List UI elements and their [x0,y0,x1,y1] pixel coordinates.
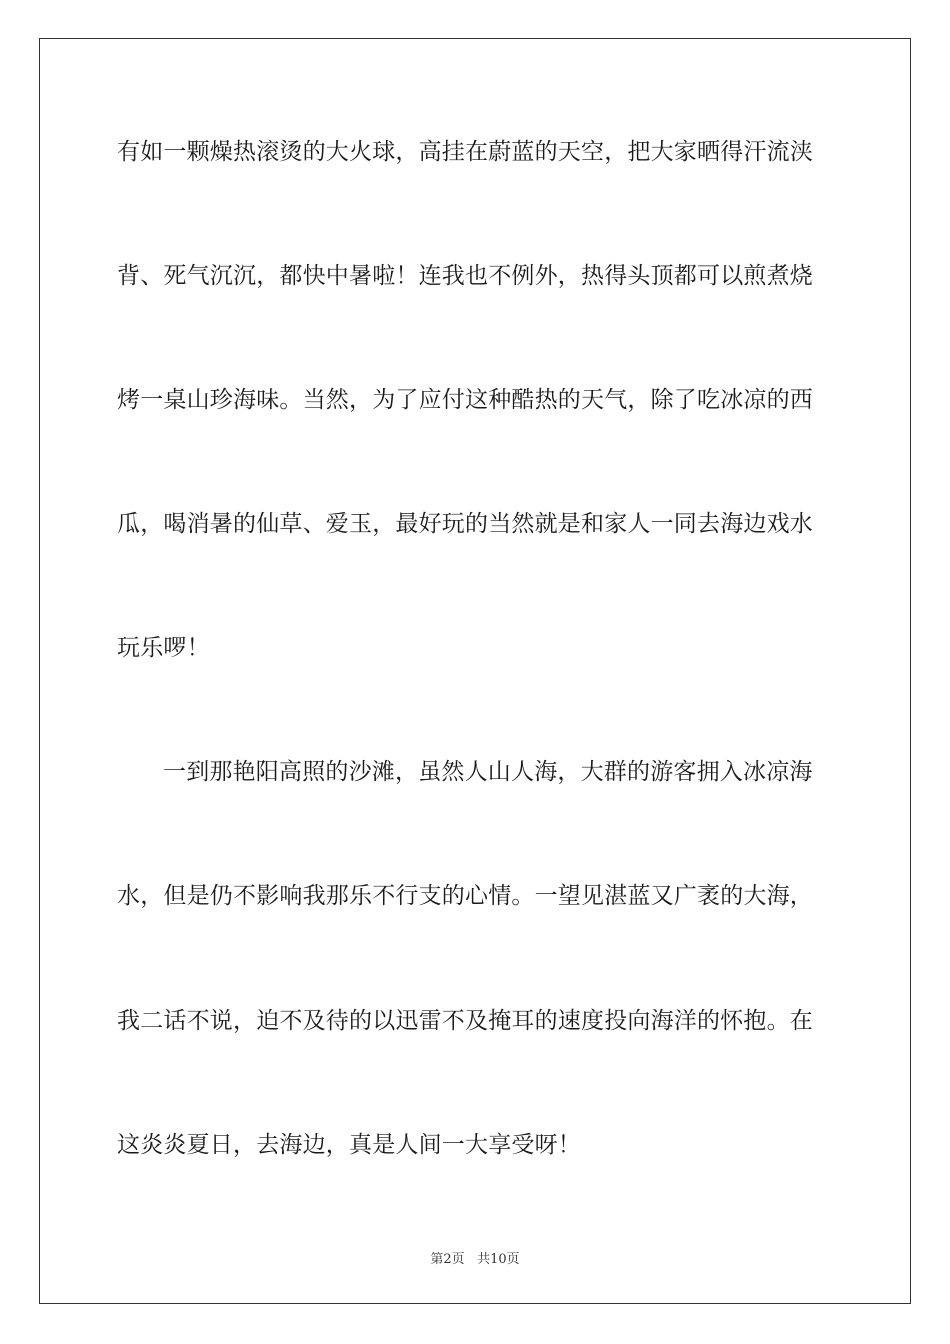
text-line: 我二话不说，迫不及待的以迅雷不及掩耳的速度投向海洋的怀抱。在 [117,1008,813,1034]
page-number: 第2页 [430,1252,465,1267]
text-line: 瓜，喝消暑的仙草、爱玉，最好玩的当然就是和家人一同去海边戏水 [117,511,813,537]
text-line: 一到那艳阳高照的沙滩，虽然人山人海，大群的游客拥入冰凉海 [163,759,813,785]
text-line: 背、死气沉沉，都快中暑啦！连我也不例外，热得头顶都可以煎煮烧 [117,263,813,289]
text-line: 有如一颗燥热滚烫的大火球，高挂在蔚蓝的天空，把大家晒得汗流浃 [117,139,813,165]
page-border [39,38,911,1304]
text-line: 烤一桌山珍海味。当然，为了应付这种酷热的天气，除了吃冰凉的西 [117,387,813,413]
page-footer [0,1248,950,1267]
text-line: 这炎炎夏日，去海边，真是人间一大享受呀！ [117,1132,581,1158]
page-total: 共10页 [477,1252,520,1267]
text-line: 水，但是仍不影响我那乐不行支的心情。一望见湛蓝又广袤的大海， [117,883,813,909]
text-line: 玩乐啰！ [117,635,210,661]
